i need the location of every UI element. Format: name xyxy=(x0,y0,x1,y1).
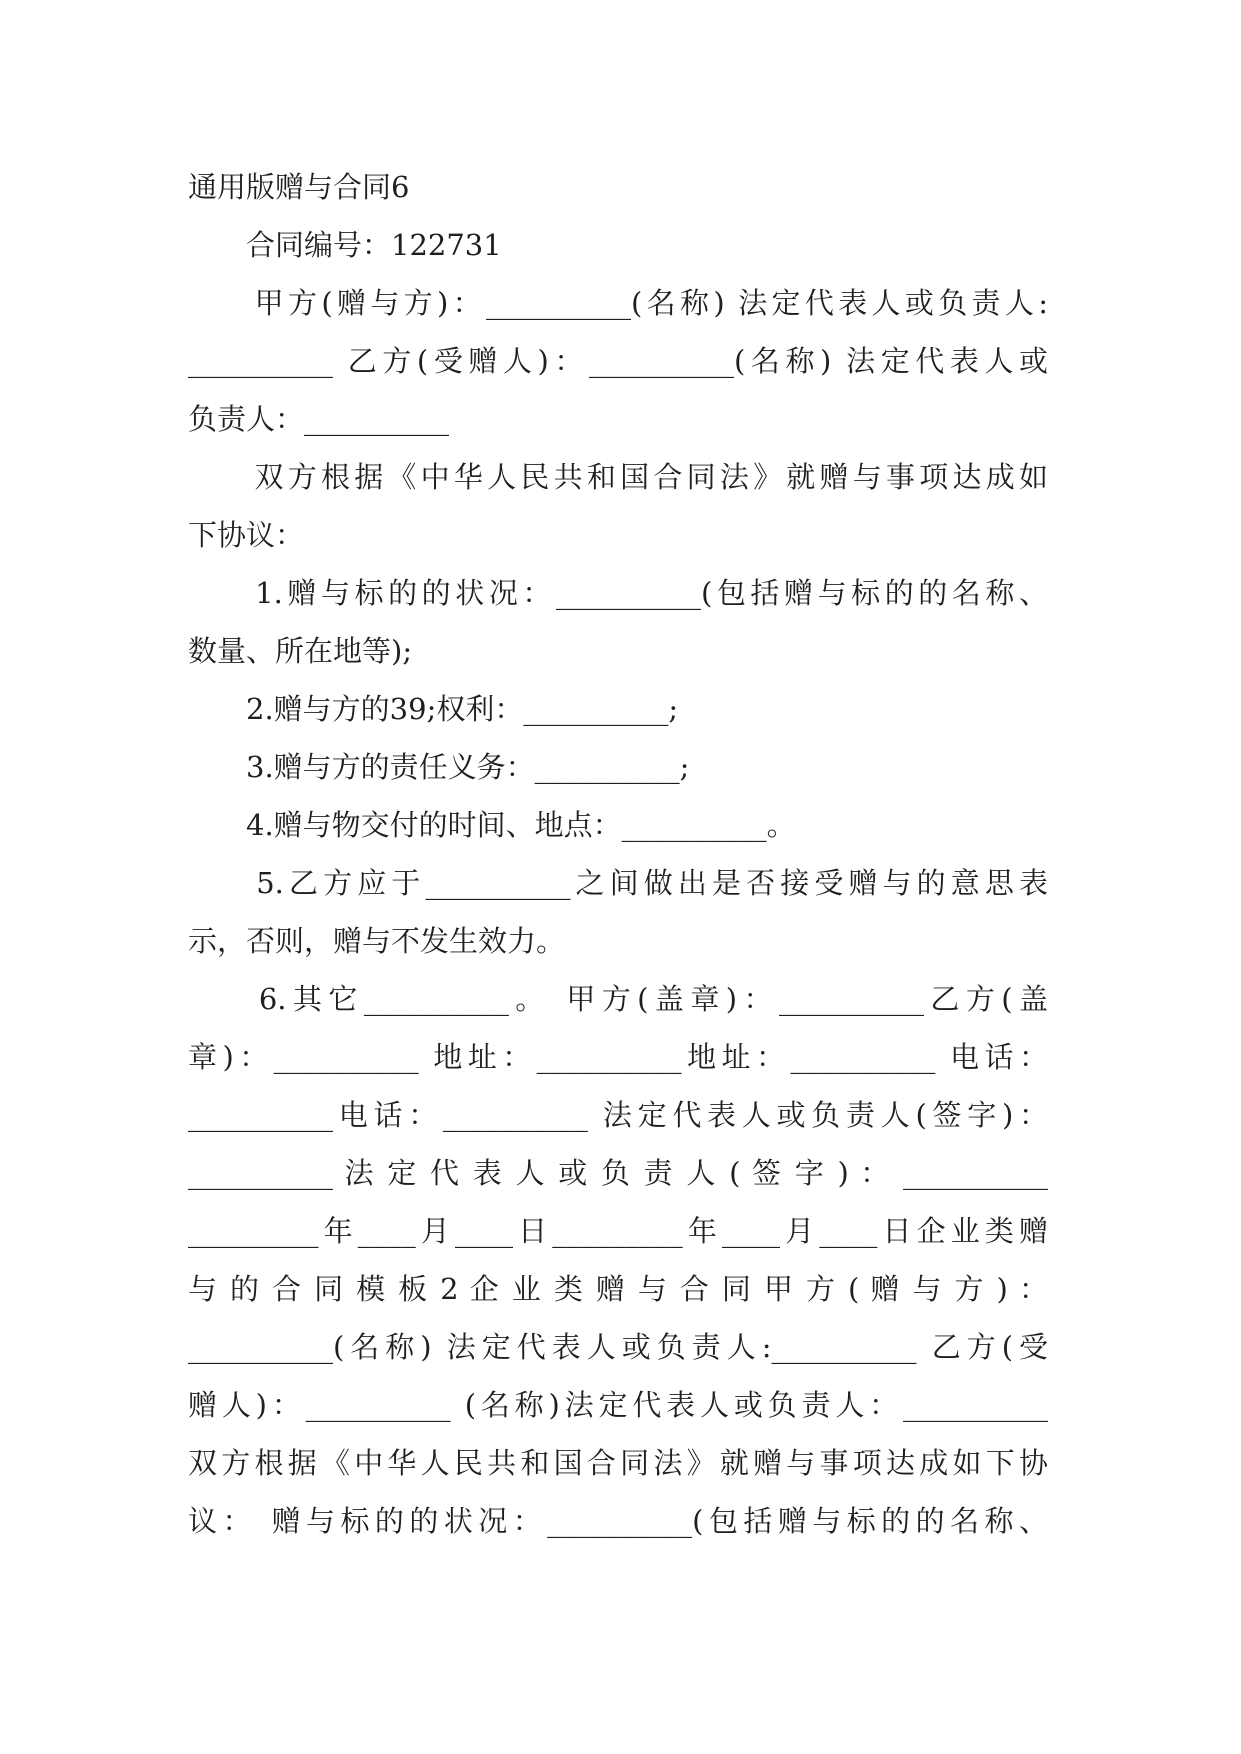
body-line: 负责人：__________ xyxy=(188,402,450,436)
signature-line: 章)：__________ 地址：__________地址：__________ 电话： xyxy=(188,1040,1048,1074)
body-line: 示，否则，赠与不发生效力。 xyxy=(188,924,566,958)
clause-3-line: 3.赠与方的责任义务：__________; xyxy=(188,750,690,784)
contract-number-line: 合同编号：122731 xyxy=(188,228,502,262)
signature-line: __________电话：__________ 法定代表人或负责人(签字)： xyxy=(188,1098,1048,1132)
body-line: __________(名称) 法定代表人或负责人:__________ 乙方(受 xyxy=(188,1330,1048,1364)
body-line: 下协议： xyxy=(188,518,305,552)
body-line: __________ 乙方(受赠人)：__________(名称) 法定代表人或 xyxy=(188,344,1048,378)
body-line: 甲方(赠与方)：__________(名称) 法定代表人或负责人: xyxy=(188,286,1048,320)
body-line: 双方根据《中华人民共和国合同法》就赠与事项达成如 xyxy=(188,460,1048,494)
signature-line: __________ 法 定 代 表 人 或 负 责 人 ( 签 字 ) ： __________ xyxy=(188,1156,1048,1190)
body-line: 双方根据《中华人民共和国合同法》就赠与事项达成如下协 xyxy=(188,1446,1048,1480)
clause-1-line: 1.赠与标的的状况：__________(包括赠与标的的名称、 xyxy=(188,576,1048,610)
clause-2-line: 2.赠与方的39;权利：__________; xyxy=(188,692,679,726)
clause-4-line: 4.赠与物交付的时间、地点：__________。 xyxy=(188,808,796,842)
body-line: 议： 赠与标的的状况：__________(包括赠与标的的名称、 xyxy=(188,1504,1048,1538)
body-line: 与 的 合 同 模 板 2 企 业 类 赠 与 合 同 甲 方 ( 赠 与 方 ) ： xyxy=(188,1272,1048,1306)
body-line: 数量、所在地等); xyxy=(188,634,413,668)
body-line: 赠人)：__________ (名称)法定代表人或负责人：__________ xyxy=(188,1388,1048,1422)
clause-6-line: 6.其它__________。 甲方(盖章)：__________乙方(盖 xyxy=(188,982,1048,1016)
date-line: _________年____月____日_________年____月____日企业类赠 xyxy=(188,1214,1048,1248)
clause-5-line: 5.乙方应于__________之间做出是否接受赠与的意思表 xyxy=(188,866,1048,900)
document-title: 通用版赠与合同6 xyxy=(188,170,410,204)
